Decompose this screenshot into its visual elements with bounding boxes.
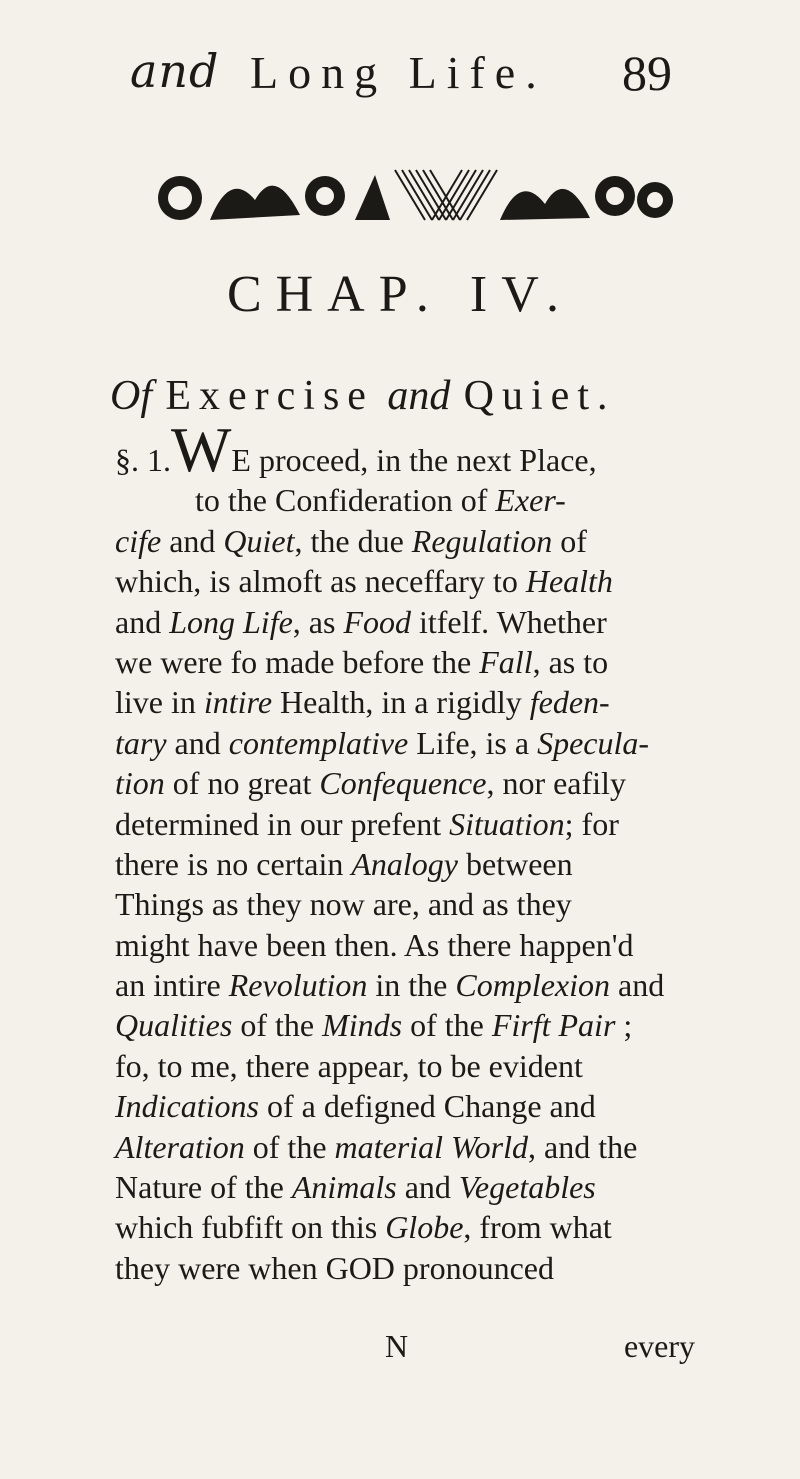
italic-run: cife [115,522,162,559]
text-run: , as [292,603,344,640]
text-run: , as to [532,643,609,680]
title-of: Of [110,373,152,419]
text-run: determined in our prefent [115,805,450,842]
running-head [130,42,690,112]
page-number: 89 [622,45,672,101]
signature-mark: N [385,1328,409,1364]
text-line [115,480,695,520]
text-run: and [161,522,224,559]
italic-run: Minds [322,1007,403,1044]
italic-run: Globe [385,1209,464,1246]
italic-run: Revolution [228,967,368,1004]
text-run: and [166,724,229,761]
text-line [115,602,695,642]
text-line [115,804,695,844]
italic-run: Alteration [115,1128,245,1165]
text-line [115,1005,695,1045]
italic-run: tary [115,724,167,761]
text-line [115,1127,695,1167]
italic-run: Health [525,563,613,600]
text-line [115,521,695,561]
text-line [115,844,695,884]
text-run: of the [244,1128,335,1165]
text-run: which, is almoft as neceffary to [115,563,526,600]
text-run: of the [232,1007,323,1044]
italic-run: Indications [115,1088,259,1125]
italic-run: Food [343,603,411,640]
italic-run: tion [115,765,165,802]
text-run: Health, in a rigidly [272,684,530,721]
italic-run: contemplative [228,724,409,761]
italic-run: Complexion [455,967,610,1004]
text-line [115,1167,695,1207]
text-line [115,925,695,965]
italic-run: Fall [479,643,533,680]
text-run: Life, is a [408,724,538,761]
text-line [115,642,695,682]
catchword: every [623,1328,695,1364]
italic-run: Analogy [351,845,458,882]
italic-run: Firft Pair [491,1007,616,1044]
italic-run: Situation [449,805,565,842]
text-run: ; [615,1007,633,1044]
text-run: an intire [115,967,229,1004]
section-title [110,370,730,420]
chapter-heading: CHAP. IV. [226,266,574,323]
text-line [115,1086,695,1126]
text-run: to the Confideration of [195,482,496,519]
text-run: , nor eafily [486,765,626,802]
first-line [115,414,695,485]
text-line [115,1207,695,1247]
italic-run: Vegetables [458,1169,596,1206]
text-run: between [457,845,573,882]
italic-run: Specula- [537,724,650,761]
text-run: ; for [564,805,619,842]
text-run: fo, to me, there appear, to be evident [115,1047,583,1084]
text-run: of the [402,1007,492,1044]
text-run: of no great [164,765,320,802]
text-line [115,1046,695,1086]
text-run: , and the [528,1128,638,1165]
text-run: we were fo made before the [115,643,480,680]
text-line [115,1248,695,1288]
text-run: , the due [294,522,412,559]
text-run: , from what [463,1209,612,1246]
text-run: live in [115,684,204,721]
printers-ornament-icon [150,160,675,226]
title-exercise: Exercise [165,373,374,419]
italic-run: Exer- [495,482,566,519]
first-line-text [231,442,596,478]
italic-run: Animals [291,1169,397,1206]
italic-run: Long Life [169,603,293,640]
italic-run: Qualities [115,1007,233,1044]
title-and: and [387,373,451,419]
text-run: might have been then. As there happen'd [115,926,634,963]
italic-run: Regulation [411,522,553,559]
text-line [115,682,695,722]
italic-run: Quiet [223,522,295,559]
title-quiet: Quiet. [463,373,616,419]
text-run: there is no certain [115,845,352,882]
italic-run: material World [334,1128,529,1165]
text-line [115,561,695,601]
text-run: and [609,967,665,1004]
italic-run: Confequence [319,765,487,802]
text-run: of [552,522,587,559]
text-run: E proceed, in the next Place, [231,442,597,478]
page-footer [115,1328,695,1372]
text-line [115,763,695,803]
text-run: itfelf. Whether [410,603,607,640]
text-run: Nature of the [115,1169,292,1206]
body-paragraph [115,414,695,1288]
text-run: in the [367,967,456,1004]
text-line [115,723,695,763]
drop-cap: W [171,414,232,485]
italic-run: intire [203,684,273,721]
text-run: and [115,603,170,640]
text-run: and [396,1169,459,1206]
text-line [115,965,695,1005]
text-line [115,884,695,924]
italic-run: feden- [529,684,610,721]
running-head-italic: and [130,44,220,98]
text-run: of a defigned Change and [258,1088,596,1125]
text-run: which fubfift on this [115,1209,386,1246]
running-head-title: Long Life. [250,47,547,98]
section-mark: §. 1. [115,442,171,478]
text-run: they were when GOD pronounced [115,1249,554,1286]
text-run: Things as they now are, and as they [115,886,572,923]
